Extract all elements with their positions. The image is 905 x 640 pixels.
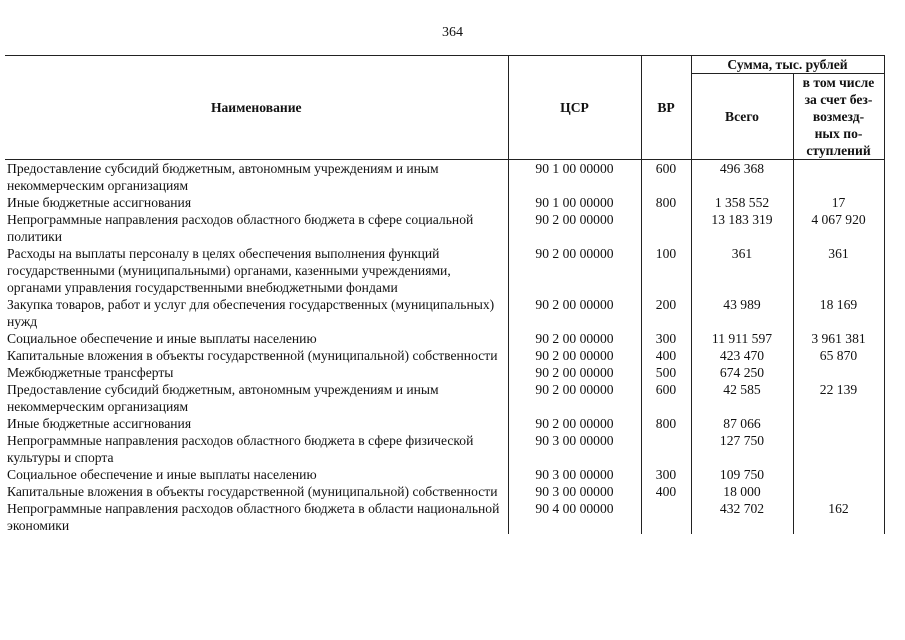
row-name: Непрограммные направления расходов областного бюджета в сфере физической культуры и спорта [5, 432, 508, 466]
free-header-line-1: в том числе [802, 75, 875, 90]
row-name: Межбюджетные трансферты [5, 364, 508, 381]
row-total: 87 066 [691, 415, 793, 432]
row-csr: 90 2 00 00000 [508, 415, 641, 432]
table-row [5, 381, 884, 415]
table-row [5, 296, 884, 330]
row-total: 432 702 [691, 500, 793, 534]
row-total: 11 911 597 [691, 330, 793, 347]
row-name: Предоставление субсидий бюджетным, автономным учреждениям и иным некоммерческим организациям [5, 381, 508, 415]
row-free: 65 870 [793, 347, 884, 364]
row-vr: 400 [641, 347, 691, 364]
row-csr: 90 2 00 00000 [508, 330, 641, 347]
row-free: 3 961 381 [793, 330, 884, 347]
row-name: Социальное обеспечение и иные выплаты населению [5, 466, 508, 483]
row-name: Непрограммные направления расходов областного бюджета в сфере социальной политики [5, 211, 508, 245]
column-header-vr: ВР [641, 56, 691, 160]
row-free [793, 466, 884, 483]
column-header-name: Наименование [5, 56, 508, 160]
row-name: Капитальные вложения в объекты государственной (муниципальной) собственности [5, 347, 508, 364]
column-header-total: Всего [691, 74, 793, 160]
table-row [5, 245, 884, 296]
row-total: 43 989 [691, 296, 793, 330]
row-vr: 600 [641, 381, 691, 415]
row-vr: 600 [641, 160, 691, 195]
row-vr: 400 [641, 483, 691, 500]
row-csr: 90 2 00 00000 [508, 381, 641, 415]
row-free: 162 [793, 500, 884, 534]
column-header-sum: Сумма, тыс. рублей [691, 56, 884, 74]
row-vr [641, 432, 691, 466]
row-csr: 90 1 00 00000 [508, 194, 641, 211]
row-vr [641, 500, 691, 534]
row-csr: 90 2 00 00000 [508, 245, 641, 296]
table-row [5, 466, 884, 483]
table-row [5, 500, 884, 534]
row-name: Иные бюджетные ассигнования [5, 415, 508, 432]
row-free [793, 483, 884, 500]
table-row [5, 347, 884, 364]
table-row [5, 194, 884, 211]
row-total: 361 [691, 245, 793, 296]
row-vr: 800 [641, 415, 691, 432]
row-vr: 300 [641, 466, 691, 483]
row-free: 17 [793, 194, 884, 211]
column-header-csr: ЦСР [508, 56, 641, 160]
table-row [5, 415, 884, 432]
row-vr: 200 [641, 296, 691, 330]
row-total: 674 250 [691, 364, 793, 381]
row-total: 496 368 [691, 160, 793, 195]
row-vr: 800 [641, 194, 691, 211]
row-vr: 500 [641, 364, 691, 381]
row-csr: 90 2 00 00000 [508, 296, 641, 330]
table-row [5, 432, 884, 466]
free-header-line-2: за счет без- [804, 92, 873, 107]
row-total: 109 750 [691, 466, 793, 483]
row-free [793, 364, 884, 381]
row-total: 18 000 [691, 483, 793, 500]
row-csr: 90 4 00 00000 [508, 500, 641, 534]
row-name: Иные бюджетные ассигнования [5, 194, 508, 211]
row-name: Расходы на выплаты персоналу в целях обеспечения выполнения функций государственными (муниципальными) органами, казенными учреждениями, органами управления государственными внебюджетными фондами [5, 245, 508, 296]
row-csr: 90 2 00 00000 [508, 364, 641, 381]
budget-table [5, 55, 885, 534]
row-total: 127 750 [691, 432, 793, 466]
row-free: 18 169 [793, 296, 884, 330]
row-free [793, 160, 884, 195]
row-free: 4 067 920 [793, 211, 884, 245]
table-body [5, 160, 884, 535]
free-header-line-4: ных по- [814, 126, 863, 141]
column-header-free [793, 74, 884, 160]
row-csr: 90 2 00 00000 [508, 347, 641, 364]
page-number: 364 [442, 25, 463, 40]
row-free: 361 [793, 245, 884, 296]
row-free: 22 139 [793, 381, 884, 415]
row-name: Социальное обеспечение и иные выплаты населению [5, 330, 508, 347]
row-vr: 100 [641, 245, 691, 296]
row-vr: 300 [641, 330, 691, 347]
table-row [5, 160, 884, 195]
row-total: 1 358 552 [691, 194, 793, 211]
table-row [5, 364, 884, 381]
row-vr [641, 211, 691, 245]
table-row [5, 211, 884, 245]
row-csr: 90 3 00 00000 [508, 432, 641, 466]
row-total: 13 183 319 [691, 211, 793, 245]
row-name: Капитальные вложения в объекты государственной (муниципальной) собственности [5, 483, 508, 500]
row-free [793, 415, 884, 432]
row-csr: 90 2 00 00000 [508, 211, 641, 245]
row-name: Предоставление субсидий бюджетным, автономным учреждениям и иным некоммерческим организациям [5, 160, 508, 195]
row-total: 423 470 [691, 347, 793, 364]
free-header-line-3: возмезд- [812, 109, 865, 124]
row-csr: 90 1 00 00000 [508, 160, 641, 195]
table-row [5, 330, 884, 347]
row-total: 42 585 [691, 381, 793, 415]
row-csr: 90 3 00 00000 [508, 466, 641, 483]
row-csr: 90 3 00 00000 [508, 483, 641, 500]
table-header [5, 56, 884, 160]
free-header-line-5: ступлений [806, 143, 871, 158]
row-free [793, 432, 884, 466]
table-row [5, 483, 884, 500]
row-name: Непрограммные направления расходов областного бюджета в области национальной экономики [5, 500, 508, 534]
row-name: Закупка товаров, работ и услуг для обеспечения государственных (муниципальных) нужд [5, 296, 508, 330]
